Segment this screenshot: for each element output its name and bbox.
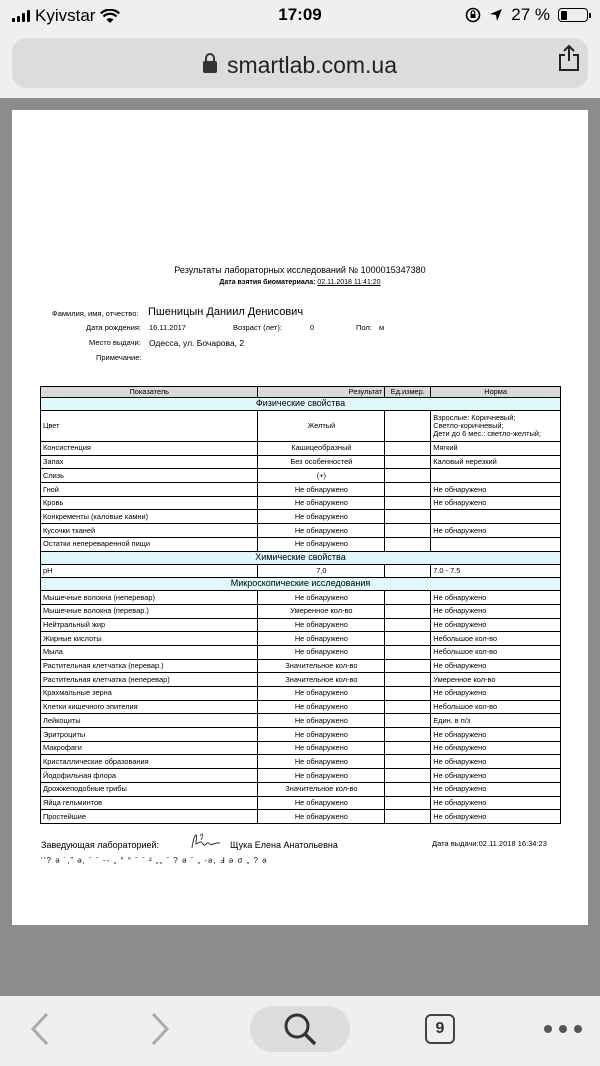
table-row <box>41 796 561 810</box>
cell-unit <box>385 442 431 456</box>
cell-result: Без особенностей <box>258 455 385 469</box>
cell-result: Не обнаружено <box>258 524 385 538</box>
cell-norm <box>431 537 561 551</box>
browser-toolbar <box>0 996 600 1066</box>
cell-result: Не обнаружено <box>258 755 385 769</box>
cell-result: Значительное кол-во <box>258 673 385 687</box>
cell-indicator: Консистенция <box>41 442 258 456</box>
cell-indicator: Дрожжеподобные грибы <box>41 782 258 796</box>
cell-norm: Не обнаружено <box>431 687 561 701</box>
table-row <box>41 537 561 551</box>
age-label: Возраст (лет): <box>233 323 282 332</box>
cell-unit <box>385 524 431 538</box>
cell-result: Кашицеобразный <box>258 442 385 456</box>
cell-norm: Не обнаружено <box>431 782 561 796</box>
note-label: Примечание: <box>96 353 142 362</box>
cell-result: Не обнаружено <box>258 687 385 701</box>
table-row <box>41 411 561 442</box>
cell-unit <box>385 700 431 714</box>
header-result: Результат <box>258 387 385 398</box>
cell-result: Не обнаружено <box>258 510 385 524</box>
cell-indicator: Нейтральный жир <box>41 618 258 632</box>
clock: 17:09 <box>278 5 322 24</box>
lock-icon <box>203 61 217 73</box>
cell-unit <box>385 604 431 618</box>
table-row <box>41 564 561 578</box>
cell-norm: Не обнаружено <box>431 618 561 632</box>
issue-label: Дата выдачи: <box>432 839 479 848</box>
cell-unit <box>385 483 431 497</box>
collection-label: Дата взятия биоматериала: <box>219 279 316 286</box>
table-row <box>41 810 561 824</box>
cell-unit <box>385 496 431 510</box>
cell-result: Не обнаружено <box>258 537 385 551</box>
table-row <box>41 741 561 755</box>
table-row <box>41 687 561 701</box>
cell-unit <box>385 645 431 659</box>
tabs-button[interactable]: 9 <box>425 1014 455 1044</box>
section-title: Микроскопические исследования <box>41 578 561 591</box>
cell-indicator: Простейшие <box>41 810 258 824</box>
status-bar <box>0 0 600 32</box>
place-label: Место выдачи: <box>89 338 141 347</box>
dob-value: 16.11.2017 <box>149 323 186 332</box>
section-title: Физические свойства <box>41 398 561 411</box>
cell-result: Не обнаружено <box>258 496 385 510</box>
cell-indicator: Растительная клетчатка (неперевар) <box>41 673 258 687</box>
cell-result: 7.0 <box>258 564 385 578</box>
back-button[interactable] <box>20 1006 60 1052</box>
cell-indicator: Мышечные волокна (перевар.) <box>41 604 258 618</box>
table-row <box>41 645 561 659</box>
cell-result: Значительное кол-во <box>258 782 385 796</box>
cell-indicator: Йодофильная флора <box>41 769 258 783</box>
sex-label: Пол: <box>356 323 372 332</box>
cell-unit <box>385 564 431 578</box>
url-text: smartlab.com.ua <box>226 52 397 78</box>
section-header <box>41 578 561 591</box>
cell-unit <box>385 782 431 796</box>
collection-date-line <box>12 279 588 286</box>
cell-indicator: Мышечные волокна (неперевар) <box>41 591 258 605</box>
cell-unit <box>385 810 431 824</box>
cell-unit <box>385 537 431 551</box>
cell-indicator: Жирные кислоты <box>41 632 258 646</box>
table-row <box>41 469 561 483</box>
location-icon <box>489 8 503 22</box>
cell-unit <box>385 591 431 605</box>
document-page <box>12 110 588 925</box>
address-bar[interactable] <box>12 38 588 88</box>
table-row <box>41 604 561 618</box>
cell-unit <box>385 510 431 524</box>
results-table <box>40 386 561 824</box>
table-row <box>41 455 561 469</box>
share-icon[interactable] <box>556 44 582 72</box>
cell-result: Не обнаружено <box>258 483 385 497</box>
cell-norm: Не обнаружено <box>431 796 561 810</box>
cell-norm: Не обнаружено <box>431 810 561 824</box>
head-label: Заведующая лабораторией: <box>41 840 160 850</box>
report-title: Результаты лабораторных исследований № 1000015347380 <box>174 265 426 275</box>
search-icon <box>282 1011 318 1047</box>
age-value: 0 <box>310 323 315 332</box>
cell-result: Желтый <box>258 411 385 442</box>
chevron-left-icon <box>30 1012 50 1046</box>
cell-norm: Умеренное кол-во <box>431 673 561 687</box>
cell-indicator: Клетки кишечного эпителия <box>41 700 258 714</box>
sex-value: м <box>379 323 385 332</box>
cell-norm: Каловый нерезкий <box>431 455 561 469</box>
table-row <box>41 496 561 510</box>
cell-unit <box>385 741 431 755</box>
table-row <box>41 524 561 538</box>
cell-result: Значительное кол-во <box>258 659 385 673</box>
cell-indicator: Запах <box>41 455 258 469</box>
table-row <box>41 769 561 783</box>
cell-indicator: Макрофаги <box>41 741 258 755</box>
section-header <box>41 398 561 411</box>
patient-name: Пшеницын Даниил Денисович <box>148 306 304 318</box>
cell-norm: Небольшое кол-во <box>431 700 561 714</box>
cell-norm: Мягкий <box>431 442 561 456</box>
cell-unit <box>385 769 431 783</box>
cell-norm: Не обнаружено <box>431 496 561 510</box>
cell-indicator: pH <box>41 564 258 578</box>
more-dots-icon <box>543 1024 583 1034</box>
cell-indicator: Остатки непереваренной пищи <box>41 537 258 551</box>
table-row <box>41 618 561 632</box>
cell-indicator: Кристаллические образования <box>41 755 258 769</box>
rotation-lock-icon <box>465 7 481 23</box>
cell-unit <box>385 728 431 742</box>
cell-unit <box>385 411 431 442</box>
issue-date: 02.11.2018 16:34:23 <box>478 839 547 848</box>
cell-norm <box>431 469 561 483</box>
cell-result: Не обнаружено <box>258 741 385 755</box>
table-row <box>41 659 561 673</box>
cell-norm: Не обнаружено <box>431 769 561 783</box>
cell-indicator: Цвет <box>41 411 258 442</box>
carrier-name: Kyivstar <box>35 6 96 25</box>
cell-indicator: Конкременты (каловые камни) <box>41 510 258 524</box>
cell-indicator: Лейкоциты <box>41 714 258 728</box>
cell-result: Не обнаружено <box>258 645 385 659</box>
cell-norm: Не обнаружено <box>431 659 561 673</box>
cell-norm: Не обнаружено <box>431 755 561 769</box>
header-unit: Ед.измер. <box>385 387 431 398</box>
table-row <box>41 442 561 456</box>
cell-unit <box>385 755 431 769</box>
cell-result: Не обнаружено <box>258 769 385 783</box>
cell-indicator: Слизь <box>41 469 258 483</box>
cell-unit <box>385 632 431 646</box>
table-header-row <box>41 387 561 398</box>
search-button[interactable] <box>250 1006 350 1052</box>
table-row <box>41 782 561 796</box>
cell-result: Не обнаружено <box>258 810 385 824</box>
url-display[interactable] <box>12 52 588 79</box>
cell-result: Не обнаружено <box>258 714 385 728</box>
signature-image <box>188 828 224 854</box>
header-norm: Норма <box>431 387 561 398</box>
cell-unit <box>385 659 431 673</box>
cell-indicator: Эритроциты <box>41 728 258 742</box>
cell-norm: Не обнаружено <box>431 591 561 605</box>
cell-unit <box>385 714 431 728</box>
collection-date: 02.11.2018 11:41:20 <box>317 279 381 286</box>
cell-unit <box>385 618 431 632</box>
cell-norm: Не обнаружено <box>431 604 561 618</box>
cell-norm: Взрослые: Коричневый; Светло-коричневый; Дети до 6 мес.: светло-желтый; <box>431 411 561 442</box>
browser-header <box>0 32 600 98</box>
cell-result: Не обнаружено <box>258 618 385 632</box>
section-header <box>41 551 561 564</box>
cell-indicator: Мыла <box>41 645 258 659</box>
table-row <box>41 755 561 769</box>
cell-norm: Не обнаружено <box>431 524 561 538</box>
battery-icon <box>558 8 588 22</box>
cell-norm: Небольшое кол-во <box>431 645 561 659</box>
table-row <box>41 632 561 646</box>
cell-norm: 7.0 - 7.5 <box>431 564 561 578</box>
cell-indicator: Крахмальные зерна <box>41 687 258 701</box>
cell-result: (+) <box>258 469 385 483</box>
garbled-text-line: ‘’? ə ˙‚” ə, ˉ ˉ -- „ ° ° ˉ ˉ ² „„ ˉ ? ə ˉ „ -ə, Ⅎ ə σ „ ? ə <box>41 856 268 865</box>
cell-norm: Небольшое кол-во <box>431 632 561 646</box>
cell-indicator: Яйца гельминтов <box>41 796 258 810</box>
issue-date-line <box>432 839 547 848</box>
cell-unit <box>385 796 431 810</box>
status-right <box>465 5 588 25</box>
battery-percent: 27 % <box>511 5 550 24</box>
name-label: Фамилия, имя, отчество: <box>52 309 139 318</box>
cell-norm <box>431 510 561 524</box>
cell-norm: Не обнаружено <box>431 728 561 742</box>
cell-indicator: Растительная клетчатка (перевар.) <box>41 659 258 673</box>
table-row <box>41 591 561 605</box>
cell-unit <box>385 687 431 701</box>
table-row <box>41 483 561 497</box>
cell-unit <box>385 455 431 469</box>
header-indicator: Показатель <box>41 387 258 398</box>
chevron-right-icon <box>150 1012 170 1046</box>
more-button[interactable] <box>542 1006 584 1052</box>
cell-indicator: Кровь <box>41 496 258 510</box>
cell-result: Не обнаружено <box>258 632 385 646</box>
place-value: Одесса, ул. Бочарова, 2 <box>149 338 245 348</box>
table-row <box>41 510 561 524</box>
cell-result: Не обнаружено <box>258 728 385 742</box>
table-row <box>41 714 561 728</box>
forward-button[interactable] <box>140 1006 180 1052</box>
table-row <box>41 728 561 742</box>
table-row <box>41 673 561 687</box>
cell-norm: Не обнаружено <box>431 741 561 755</box>
cell-unit <box>385 469 431 483</box>
cell-result: Умеренное кол-во <box>258 604 385 618</box>
section-title: Химические свойства <box>41 551 561 564</box>
cell-unit <box>385 673 431 687</box>
cell-result: Не обнаружено <box>258 700 385 714</box>
cell-indicator: Гной <box>41 483 258 497</box>
cell-result: Не обнаружено <box>258 796 385 810</box>
dob-label: Дата рождения: <box>86 323 141 332</box>
cell-result: Не обнаружено <box>258 591 385 605</box>
cell-indicator: Кусочки тканей <box>41 524 258 538</box>
results-body <box>41 398 561 824</box>
table-row <box>41 700 561 714</box>
cell-norm: Не обнаружено <box>431 483 561 497</box>
head-name: Щука Елена Анатольевна <box>230 840 338 850</box>
cell-norm: Един. в п/з <box>431 714 561 728</box>
